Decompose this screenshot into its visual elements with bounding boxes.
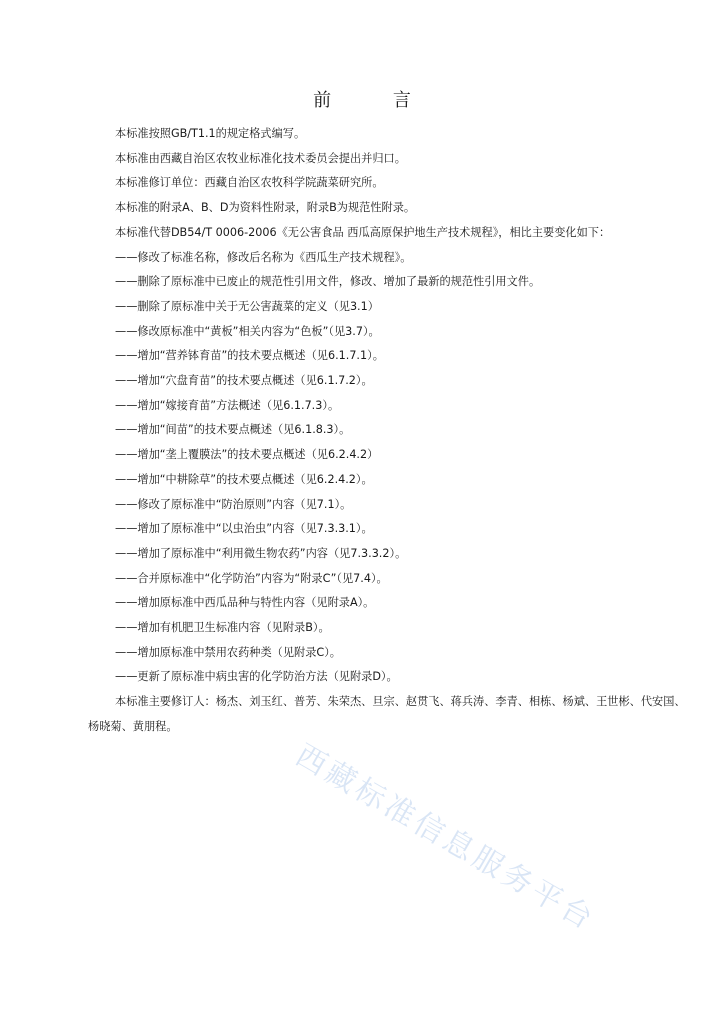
paragraph-format: 本标准按照GB/T1.1的规定格式编写。 bbox=[115, 127, 306, 140]
change-item: ——增加了原标准中“利用微生物农药”内容（见7.3.3.2）。 bbox=[115, 546, 407, 560]
change-item: ——删除了原标准中已废止的规范性引用文件，修改、增加了最新的规范性引用文件。 bbox=[115, 275, 541, 289]
change-item: ——增加原标准中禁用农药种类（见附录C）。 bbox=[115, 645, 341, 659]
paragraph-drafters: 本标准主要修订人：杨杰、刘玉红、普芳、朱荣杰、旦宗、赵贯飞、蒋兵涛、李青、相栋、杨斌、王世彬、代安国、杨晓菊、黄朋程。 bbox=[88, 695, 686, 733]
change-item: ——删除了原标准中关于无公害蔬菜的定义（见3.1） bbox=[115, 299, 379, 313]
change-item: ——更新了原标准中病虫害的化学防治方法（见附录D）。 bbox=[115, 670, 398, 684]
change-item: ——增加“营养钵育苗”的技术要点概述（见6.1.7.1）。 bbox=[115, 349, 384, 363]
change-item: ——增加“嫁接育苗”方法概述（见6.1.7.3）。 bbox=[115, 398, 340, 412]
change-item: ——增加“中耕除草”的技术要点概述（见6.2.4.2）。 bbox=[115, 472, 373, 486]
change-item: ——合并原标准中“化学防治”内容为“附录C”（见7.4）。 bbox=[115, 571, 388, 585]
change-item: ——修改了标准名称，修改后名称为《西瓜生产技术规程》。 bbox=[115, 250, 412, 264]
document-title: 前 言 bbox=[313, 90, 439, 111]
change-item: ——增加“垄上覆膜法”的技术要点概述（见6.2.4.2） bbox=[115, 448, 379, 462]
change-item: ——增加原标准中西瓜品种与特性内容（见附录A）。 bbox=[115, 596, 375, 610]
change-item: ——修改原标准中“黄板”相关内容为“色板”（见3.7）。 bbox=[115, 324, 380, 338]
change-item: ——增加了原标准中“以虫治虫”内容（见7.3.3.1）。 bbox=[115, 522, 373, 536]
document-body bbox=[88, 122, 692, 740]
change-item: ——修改了原标准中“防治原则”内容（见7.1）。 bbox=[115, 497, 352, 511]
change-item: ——增加有机肥卫生标准内容（见附录B）。 bbox=[115, 621, 330, 635]
change-item: ——增加“间苗”的技术要点概述（见6.1.8.3）。 bbox=[115, 423, 351, 437]
paragraph-revising-unit: 本标准修订单位：西藏自治区农牧科学院蔬菜研究所。 bbox=[115, 176, 384, 190]
watermark: 西藏标准信息服务平台 bbox=[289, 737, 602, 939]
paragraph-proposer: 本标准由西藏自治区农牧业标准化技术委员会提出并归口。 bbox=[115, 151, 406, 165]
paragraph-replaces: 本标准代替DB54/T 0006-2006《无公害食品 西瓜高原保护地生产技术规程》，相比主要变化如下： bbox=[115, 225, 611, 239]
paragraph-appendices: 本标准的附录A、B、D为资料性附录，附录B为规范性附录。 bbox=[115, 201, 416, 215]
change-item: ——增加“穴盘育苗”的技术要点概述（见6.1.7.2）。 bbox=[115, 374, 373, 388]
